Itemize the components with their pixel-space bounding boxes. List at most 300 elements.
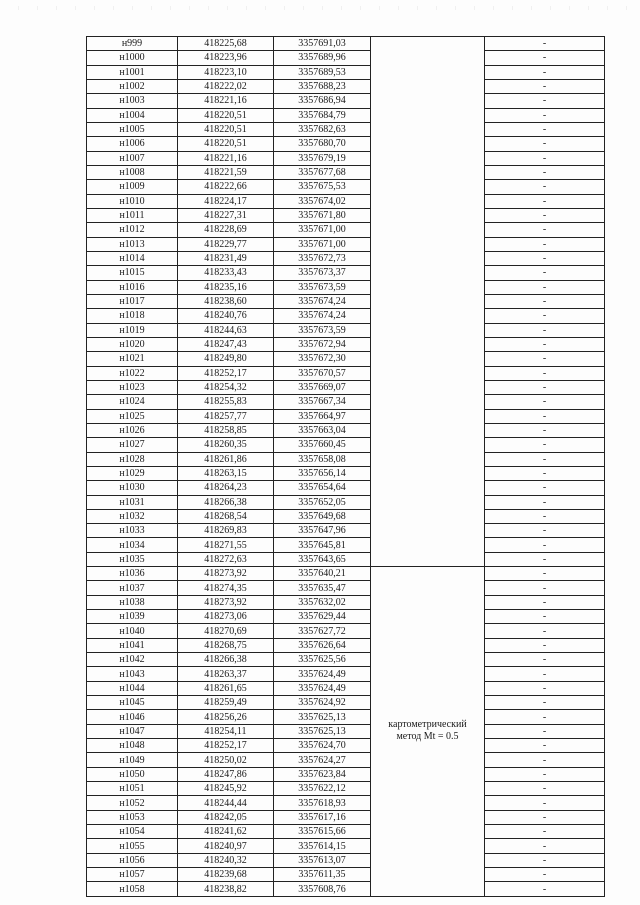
coord-y-cell: 3357684,79 <box>274 108 371 122</box>
point-name-cell: н1026 <box>87 423 178 437</box>
coord-y-cell: 3357625,56 <box>274 653 371 667</box>
table-row <box>87 724 605 738</box>
table-row <box>87 796 605 810</box>
note-cell: - <box>485 524 605 538</box>
table-row <box>87 595 605 609</box>
point-name-cell: н1054 <box>87 825 178 839</box>
table-row <box>87 681 605 695</box>
note-cell: - <box>485 51 605 65</box>
table-row <box>87 624 605 638</box>
coord-x-cell: 418258,85 <box>178 423 274 437</box>
coord-y-cell: 3357618,93 <box>274 796 371 810</box>
table-row <box>87 194 605 208</box>
point-name-cell: н1037 <box>87 581 178 595</box>
coord-x-cell: 418239,68 <box>178 868 274 882</box>
note-cell: - <box>485 839 605 853</box>
point-name-cell: н1014 <box>87 251 178 265</box>
table-row <box>87 337 605 351</box>
note-cell: - <box>485 165 605 179</box>
note-cell: - <box>485 151 605 165</box>
note-cell: - <box>485 137 605 151</box>
note-cell: - <box>485 65 605 79</box>
coord-y-cell: 3357680,70 <box>274 137 371 151</box>
coord-x-cell: 418247,43 <box>178 337 274 351</box>
coord-y-cell: 3357643,65 <box>274 552 371 566</box>
coordinates-table-body <box>87 37 605 897</box>
note-cell: - <box>485 366 605 380</box>
note-cell: - <box>485 509 605 523</box>
point-name-cell: н1000 <box>87 51 178 65</box>
coord-x-cell: 418220,51 <box>178 108 274 122</box>
coord-y-cell: 3357682,63 <box>274 122 371 136</box>
coord-y-cell: 3357640,21 <box>274 567 371 581</box>
table-row <box>87 323 605 337</box>
coord-x-cell: 418254,11 <box>178 724 274 738</box>
note-cell: - <box>485 724 605 738</box>
point-name-cell: н1027 <box>87 438 178 452</box>
table-row <box>87 438 605 452</box>
table-row <box>87 466 605 480</box>
table-row <box>87 280 605 294</box>
note-cell: - <box>485 223 605 237</box>
coord-y-cell: 3357672,94 <box>274 337 371 351</box>
note-cell: - <box>485 294 605 308</box>
note-cell: - <box>485 180 605 194</box>
note-cell: - <box>485 753 605 767</box>
coord-y-cell: 3357673,37 <box>274 266 371 280</box>
coord-y-cell: 3357629,44 <box>274 610 371 624</box>
coord-x-cell: 418263,15 <box>178 466 274 480</box>
coord-x-cell: 418222,66 <box>178 180 274 194</box>
note-cell: - <box>485 237 605 251</box>
coord-x-cell: 418228,69 <box>178 223 274 237</box>
coord-y-cell: 3357608,76 <box>274 882 371 896</box>
coord-y-cell: 3357679,19 <box>274 151 371 165</box>
note-cell: - <box>485 481 605 495</box>
coord-y-cell: 3357688,23 <box>274 79 371 93</box>
point-name-cell: н1004 <box>87 108 178 122</box>
coord-x-cell: 418227,31 <box>178 208 274 222</box>
note-cell: - <box>485 323 605 337</box>
point-name-cell: н1009 <box>87 180 178 194</box>
point-name-cell: н1023 <box>87 380 178 394</box>
coord-y-cell: 3357614,15 <box>274 839 371 853</box>
note-cell: - <box>485 108 605 122</box>
point-name-cell: н1031 <box>87 495 178 509</box>
point-name-cell: н1006 <box>87 137 178 151</box>
point-name-cell: н1042 <box>87 653 178 667</box>
table-row <box>87 151 605 165</box>
table-row <box>87 653 605 667</box>
note-cell: - <box>485 395 605 409</box>
coord-x-cell: 418222,02 <box>178 79 274 93</box>
coord-x-cell: 418273,92 <box>178 567 274 581</box>
coord-y-cell: 3357675,53 <box>274 180 371 194</box>
coord-x-cell: 418221,16 <box>178 94 274 108</box>
note-cell: - <box>485 739 605 753</box>
point-name-cell: н1002 <box>87 79 178 93</box>
table-row <box>87 810 605 824</box>
coord-x-cell: 418231,49 <box>178 251 274 265</box>
coord-x-cell: 418223,10 <box>178 65 274 79</box>
coordinates-table <box>86 36 605 897</box>
table-row <box>87 165 605 179</box>
coord-x-cell: 418235,16 <box>178 280 274 294</box>
table-row <box>87 94 605 108</box>
note-cell: - <box>485 194 605 208</box>
point-name-cell: н1049 <box>87 753 178 767</box>
note-cell: - <box>485 380 605 394</box>
point-name-cell: н1010 <box>87 194 178 208</box>
coord-y-cell: 3357635,47 <box>274 581 371 595</box>
point-name-cell: н1008 <box>87 165 178 179</box>
coord-y-cell: 3357615,66 <box>274 825 371 839</box>
coord-y-cell: 3357669,07 <box>274 380 371 394</box>
note-cell: - <box>485 653 605 667</box>
point-name-cell: н1024 <box>87 395 178 409</box>
note-cell: - <box>485 868 605 882</box>
coord-y-cell: 3357674,24 <box>274 309 371 323</box>
coord-y-cell: 3357632,02 <box>274 595 371 609</box>
note-cell: - <box>485 610 605 624</box>
coord-y-cell: 3357624,92 <box>274 696 371 710</box>
note-cell: - <box>485 79 605 93</box>
coord-x-cell: 418244,44 <box>178 796 274 810</box>
table-row <box>87 395 605 409</box>
coord-y-cell: 3357673,59 <box>274 323 371 337</box>
coord-y-cell: 3357624,70 <box>274 739 371 753</box>
note-cell: - <box>485 438 605 452</box>
note-cell: - <box>485 337 605 351</box>
coord-y-cell: 3357674,02 <box>274 194 371 208</box>
note-cell: - <box>485 581 605 595</box>
scan-edge-noise <box>0 6 640 10</box>
note-cell: - <box>485 409 605 423</box>
coord-y-cell: 3357691,03 <box>274 37 371 51</box>
note-cell: - <box>485 796 605 810</box>
point-name-cell: н1022 <box>87 366 178 380</box>
note-cell: - <box>485 309 605 323</box>
method-cell-empty <box>371 37 485 567</box>
coord-x-cell: 418249,80 <box>178 352 274 366</box>
point-name-cell: н1047 <box>87 724 178 738</box>
table-row <box>87 180 605 194</box>
table-row <box>87 137 605 151</box>
coord-x-cell: 418220,51 <box>178 137 274 151</box>
table-row <box>87 266 605 280</box>
coord-y-cell: 3357671,00 <box>274 223 371 237</box>
coord-y-cell: 3357677,68 <box>274 165 371 179</box>
coord-y-cell: 3357645,81 <box>274 538 371 552</box>
point-name-cell: н1036 <box>87 567 178 581</box>
coord-x-cell: 418247,86 <box>178 767 274 781</box>
note-cell: - <box>485 423 605 437</box>
point-name-cell: н1046 <box>87 710 178 724</box>
coord-x-cell: 418252,17 <box>178 739 274 753</box>
point-name-cell: н1011 <box>87 208 178 222</box>
coord-x-cell: 418269,83 <box>178 524 274 538</box>
table-row <box>87 352 605 366</box>
coord-x-cell: 418256,26 <box>178 710 274 724</box>
table-row <box>87 667 605 681</box>
point-name-cell: н1044 <box>87 681 178 695</box>
point-name-cell: н1012 <box>87 223 178 237</box>
method-label: картометрический метод Mt = 0.5 <box>388 719 467 743</box>
table-row <box>87 868 605 882</box>
coord-x-cell: 418221,59 <box>178 165 274 179</box>
table-row <box>87 309 605 323</box>
table-row <box>87 552 605 566</box>
point-name-cell: н1040 <box>87 624 178 638</box>
table-row <box>87 237 605 251</box>
table-row <box>87 294 605 308</box>
coord-y-cell: 3357624,49 <box>274 667 371 681</box>
table-row <box>87 767 605 781</box>
note-cell: - <box>485 122 605 136</box>
coord-y-cell: 3357670,57 <box>274 366 371 380</box>
note-cell: - <box>485 452 605 466</box>
coord-x-cell: 418240,97 <box>178 839 274 853</box>
coord-x-cell: 418238,60 <box>178 294 274 308</box>
point-name-cell: н1015 <box>87 266 178 280</box>
table-row <box>87 366 605 380</box>
coord-x-cell: 418244,63 <box>178 323 274 337</box>
coord-y-cell: 3357649,68 <box>274 509 371 523</box>
coord-x-cell: 418238,82 <box>178 882 274 896</box>
coord-x-cell: 418224,17 <box>178 194 274 208</box>
table-row <box>87 122 605 136</box>
point-name-cell: н1045 <box>87 696 178 710</box>
note-cell: - <box>485 767 605 781</box>
coord-y-cell: 3357658,08 <box>274 452 371 466</box>
coord-x-cell: 418240,76 <box>178 309 274 323</box>
method-cell <box>371 567 485 897</box>
point-name-cell: н1003 <box>87 94 178 108</box>
note-cell: - <box>485 667 605 681</box>
point-name-cell: н1029 <box>87 466 178 480</box>
coord-y-cell: 3357626,64 <box>274 638 371 652</box>
point-name-cell: н1019 <box>87 323 178 337</box>
coord-x-cell: 418233,43 <box>178 266 274 280</box>
coord-y-cell: 3357622,12 <box>274 782 371 796</box>
coord-y-cell: 3357664,97 <box>274 409 371 423</box>
table-row <box>87 825 605 839</box>
point-name-cell: н999 <box>87 37 178 51</box>
coord-y-cell: 3357667,34 <box>274 395 371 409</box>
coord-x-cell: 418229,77 <box>178 237 274 251</box>
note-cell: - <box>485 696 605 710</box>
table-row <box>87 567 605 581</box>
coord-x-cell: 418252,17 <box>178 366 274 380</box>
note-cell: - <box>485 266 605 280</box>
table-row <box>87 108 605 122</box>
table-row <box>87 208 605 222</box>
coord-y-cell: 3357674,24 <box>274 294 371 308</box>
table-row <box>87 79 605 93</box>
table-row <box>87 65 605 79</box>
coord-y-cell: 3357671,80 <box>274 208 371 222</box>
note-cell: - <box>485 681 605 695</box>
table-row <box>87 882 605 896</box>
point-name-cell: н1039 <box>87 610 178 624</box>
coord-x-cell: 418260,35 <box>178 438 274 452</box>
point-name-cell: н1056 <box>87 853 178 867</box>
coord-x-cell: 418259,49 <box>178 696 274 710</box>
note-cell: - <box>485 624 605 638</box>
coord-x-cell: 418261,86 <box>178 452 274 466</box>
point-name-cell: н1041 <box>87 638 178 652</box>
note-cell: - <box>485 595 605 609</box>
table-row <box>87 524 605 538</box>
coord-x-cell: 418223,96 <box>178 51 274 65</box>
coord-x-cell: 418220,51 <box>178 122 274 136</box>
coord-x-cell: 418264,23 <box>178 481 274 495</box>
note-cell: - <box>485 710 605 724</box>
point-name-cell: н1028 <box>87 452 178 466</box>
table-row <box>87 853 605 867</box>
point-name-cell: н1050 <box>87 767 178 781</box>
table-row <box>87 581 605 595</box>
note-cell: - <box>485 567 605 581</box>
coord-y-cell: 3357617,16 <box>274 810 371 824</box>
point-name-cell: н1055 <box>87 839 178 853</box>
point-name-cell: н1013 <box>87 237 178 251</box>
table-row <box>87 538 605 552</box>
note-cell: - <box>485 94 605 108</box>
point-name-cell: н1033 <box>87 524 178 538</box>
note-cell: - <box>485 825 605 839</box>
coord-y-cell: 3357625,13 <box>274 724 371 738</box>
coord-y-cell: 3357672,73 <box>274 251 371 265</box>
coord-x-cell: 418266,38 <box>178 653 274 667</box>
coord-y-cell: 3357647,96 <box>274 524 371 538</box>
point-name-cell: н1005 <box>87 122 178 136</box>
note-cell: - <box>485 638 605 652</box>
table-row <box>87 423 605 437</box>
table-row <box>87 839 605 853</box>
coord-x-cell: 418257,77 <box>178 409 274 423</box>
coord-y-cell: 3357656,14 <box>274 466 371 480</box>
coord-y-cell: 3357660,45 <box>274 438 371 452</box>
table-row <box>87 753 605 767</box>
coord-y-cell: 3357671,00 <box>274 237 371 251</box>
note-cell: - <box>485 495 605 509</box>
point-name-cell: н1035 <box>87 552 178 566</box>
coord-y-cell: 3357624,49 <box>274 681 371 695</box>
table-row <box>87 37 605 51</box>
coord-x-cell: 418254,32 <box>178 380 274 394</box>
table-row <box>87 710 605 724</box>
table-row <box>87 739 605 753</box>
point-name-cell: н1007 <box>87 151 178 165</box>
point-name-cell: н1016 <box>87 280 178 294</box>
note-cell: - <box>485 782 605 796</box>
table-row <box>87 509 605 523</box>
point-name-cell: н1057 <box>87 868 178 882</box>
note-cell: - <box>485 208 605 222</box>
note-cell: - <box>485 552 605 566</box>
table-row <box>87 223 605 237</box>
point-name-cell: н1051 <box>87 782 178 796</box>
coord-y-cell: 3357611,35 <box>274 868 371 882</box>
coord-y-cell: 3357625,13 <box>274 710 371 724</box>
coord-x-cell: 418245,92 <box>178 782 274 796</box>
coord-x-cell: 418241,62 <box>178 825 274 839</box>
coord-x-cell: 418255,83 <box>178 395 274 409</box>
table-row <box>87 51 605 65</box>
point-name-cell: н1048 <box>87 739 178 753</box>
coord-x-cell: 418273,92 <box>178 595 274 609</box>
coord-y-cell: 3357654,64 <box>274 481 371 495</box>
coord-x-cell: 418274,35 <box>178 581 274 595</box>
coord-x-cell: 418268,75 <box>178 638 274 652</box>
coord-y-cell: 3357663,04 <box>274 423 371 437</box>
point-name-cell: н1034 <box>87 538 178 552</box>
coord-y-cell: 3357623,84 <box>274 767 371 781</box>
coord-x-cell: 418240,32 <box>178 853 274 867</box>
note-cell: - <box>485 352 605 366</box>
point-name-cell: н1058 <box>87 882 178 896</box>
note-cell: - <box>485 810 605 824</box>
point-name-cell: н1021 <box>87 352 178 366</box>
note-cell: - <box>485 251 605 265</box>
point-name-cell: н1053 <box>87 810 178 824</box>
point-name-cell: н1043 <box>87 667 178 681</box>
note-cell: - <box>485 466 605 480</box>
coord-x-cell: 418242,05 <box>178 810 274 824</box>
coord-y-cell: 3357624,27 <box>274 753 371 767</box>
coord-y-cell: 3357672,30 <box>274 352 371 366</box>
table-row <box>87 495 605 509</box>
point-name-cell: н1018 <box>87 309 178 323</box>
table-row <box>87 380 605 394</box>
coord-x-cell: 418225,68 <box>178 37 274 51</box>
table-row <box>87 481 605 495</box>
point-name-cell: н1032 <box>87 509 178 523</box>
coord-x-cell: 418271,55 <box>178 538 274 552</box>
coord-x-cell: 418270,69 <box>178 624 274 638</box>
note-cell: - <box>485 853 605 867</box>
note-cell: - <box>485 280 605 294</box>
coord-y-cell: 3357686,94 <box>274 94 371 108</box>
note-cell: - <box>485 538 605 552</box>
table-row <box>87 782 605 796</box>
table-row <box>87 610 605 624</box>
coord-x-cell: 418263,37 <box>178 667 274 681</box>
coord-x-cell: 418272,63 <box>178 552 274 566</box>
point-name-cell: н1001 <box>87 65 178 79</box>
coord-y-cell: 3357689,96 <box>274 51 371 65</box>
coord-x-cell: 418266,38 <box>178 495 274 509</box>
note-cell: - <box>485 882 605 896</box>
point-name-cell: н1052 <box>87 796 178 810</box>
table-row <box>87 452 605 466</box>
point-name-cell: н1038 <box>87 595 178 609</box>
coord-y-cell: 3357627,72 <box>274 624 371 638</box>
table-row <box>87 696 605 710</box>
coord-x-cell: 418268,54 <box>178 509 274 523</box>
note-cell: - <box>485 37 605 51</box>
point-name-cell: н1017 <box>87 294 178 308</box>
coord-x-cell: 418221,16 <box>178 151 274 165</box>
coord-x-cell: 418273,06 <box>178 610 274 624</box>
coord-x-cell: 418261,65 <box>178 681 274 695</box>
coord-y-cell: 3357613,07 <box>274 853 371 867</box>
table-row <box>87 638 605 652</box>
point-name-cell: н1020 <box>87 337 178 351</box>
coord-y-cell: 3357673,59 <box>274 280 371 294</box>
point-name-cell: н1025 <box>87 409 178 423</box>
